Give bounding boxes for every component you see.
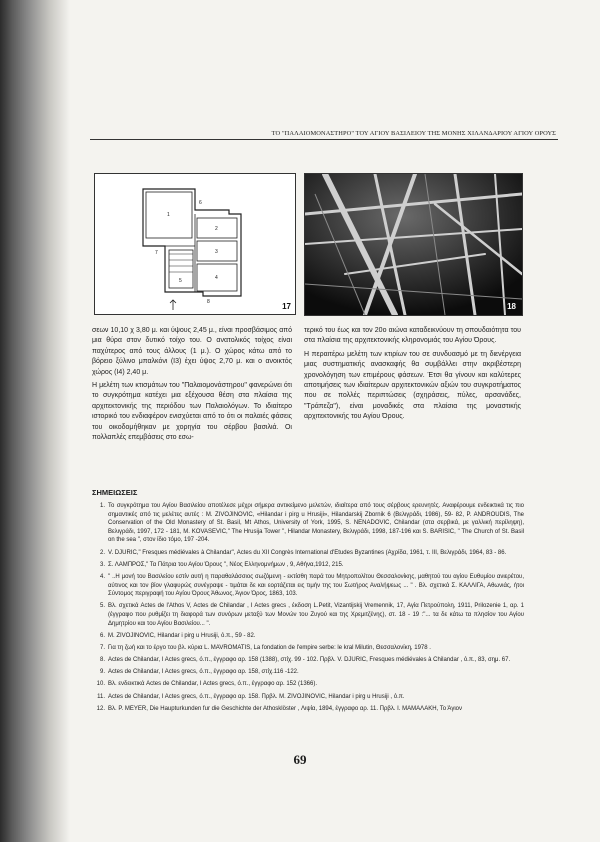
footnote-text: Actes de Chilandar, I Actes grecs, ό.π., έγγραφο αρ. 158 (1388), στίχ. 99 - 102. Πρβλ. V. DJURIC, Fresques médiévales à Chilandar , ό.π., 83, σημ. 67. (108, 657, 511, 664)
plan-label-1: 1 (167, 212, 170, 218)
footnote (92, 549, 524, 558)
footnote-number: 4. (99, 573, 105, 580)
footnote-number: 3. (99, 561, 105, 568)
footnote (92, 502, 524, 545)
footnote-text: V. DJURIC," Fresques médiévales à Chilandar", Actes du XII Congrès International d'Etudes Byzantines (Αχρίδα, 1961, τ. III, Βελιγράδι, 1964, 83 - 86. (108, 549, 507, 556)
footnote-text: Το συγκρότημα του Αγίου Βασιλείου αποτέλεσε μέχρι σήμερα αντικείμενο μελετών, ιδιαίτερα από τους σέρβους ερευνητές. Αναφέρουμε ενδεικτικά τις πιο σημαντικές από τις μελέτες αυτές : M. ZIVOJINOVIC, «Hilandar i pirg u Hrusiji», Hilandarskij Zbornik 6 (Βελιγράδι, 1986), 59- 82, P. ANDROUDIS, The Conservation of the Old Monastery of St. Basil, Mt Athos, University of York, 1995, S. NENADOVIC, Chilandar (στα σερβικά, με γαλλική περίληψη), Βελιγράδι, 1997, 172 - 181, M. KOVASEVIC," The Hrusija Tower ", Hilandar Monastery, Βελιγράδι, 1998, 187-196 και S. BARISIC, " The Church of St. Basil on the sea ", στον ίδιο τόμο, 197 -204. (108, 503, 524, 544)
body-column-left (92, 326, 292, 443)
plan-stairs (169, 254, 193, 272)
footnote (92, 705, 524, 714)
footnote-number: 5. (99, 603, 105, 610)
footnote-text: " ..Η μονή του Βασιλείου εστίν αυτή η παραθαλάσσιος σωζόμενη - εκτίσθη παρά του Μητροπολίτου Θεσσαλονίκης, μαθητού του αγίου Ευθυμίου ανιερέτου, αύτινος και τον βίον γλαφυρώς συνέγραψε - τιμάται δε και εορτάζεται εις τιμήν της του Σωτήρος Αναλήψεως ... " . Βλ. σχετικά Σ. ΚΑΛΛΙΓΑ, Αθωνιάς, ήτοι Σύντομος περιγραφή του Αγίου Όρους Άθωνος, Άγιον Όρος, 1863, 103. (108, 573, 524, 598)
footnote-number: 11. (97, 693, 105, 700)
footnote-number: 6. (99, 632, 105, 639)
footnote-number: 7. (99, 644, 105, 651)
footnote-number: 1. (99, 503, 105, 509)
footnote (92, 680, 524, 689)
footnote-text: M. ZIVOJINOVIC, Hilandar i pirg u Hrusiji, ό.π., 59 - 82. (108, 632, 256, 639)
footnote (92, 644, 524, 653)
footnote-text: Βλ. P. MEYER, Die Haupturkunden fur die Geschichte der Athosklöster , Λιψία, 1894, έγγραφο αρ. 11. Πρβλ. I. ΜΑΜΑΛΑΚΗ, Το Άγιον (108, 705, 462, 712)
plan-label-6: 6 (199, 200, 202, 206)
north-arrow-icon (170, 300, 176, 310)
footnote-number: 10. (96, 681, 105, 688)
body-paragraph: τερικό του έως και τον 20ο αιώνα καταδεικνύουν τη σπουδαιότητα του στα πλαίσια της αρχιτεκτονικής κληρονομιάς του Αγίου Όρους. (304, 327, 521, 345)
footnote-number: 8. (99, 657, 105, 664)
footnote-number: 12. (96, 705, 105, 712)
page-number: 69 (293, 752, 307, 767)
footnote-text: Βλ. σχετικά Actes de l'Athos V, Actes de Chilandar , I Actes grecs , έκδοση L.Petit, Vizantijskij Vremennik, 17, Αγία Πετρούπολη, 1911, Prilozenie 1, αρ. 1 (έγγραφο που ρυθμίζει τη διαφορά των συνόρων μεταξύ των Μονών του Ζυγού και της Χρεμιτζένης), στ. 18 - 19 :"... τα δε κάτω τα πλησίον του Αγίου Δημητρίου και του Αγίου Βασιλείου... ". (108, 603, 524, 627)
figure-17-number: 17 (282, 302, 291, 311)
plan-label-5: 5 (179, 278, 182, 284)
figure-18-number: 18 (507, 302, 516, 311)
footnote (92, 602, 524, 628)
footnote (92, 573, 524, 599)
footnote (92, 693, 524, 702)
footnote-text: Σ. ΛΑΜΠΡΟΣ," Τα Πάτρια του Αγίου Όρους ", Νέος Ελληνομνήμων , 9, Αθήνα,1912, 215. (108, 561, 344, 568)
body-paragraph: σεων 10,10 χ 3,80 μ. και ύψους 2,45 μ., είναι προσβάσιμος από μια θύρα στον δυτικό τοίχο του. Ο ανατολικός τοίχος είναι παχύτερος από τους άλλους (1 μ.). Ο χώρος κάτω από το βόρειο ξύλινο μπαλκόνι (I3) έχει ύψος 2,70 μ. και ο ανοικτός χώρος (I4) 2,40 μ. (92, 327, 292, 376)
footnote (92, 668, 524, 677)
footnote-text: Για τη ζωή και το έργο του βλ. κύρια L. MAVROMATIS, La fondation de l'empire serbe: le kral Milutin, Θεσσαλονίκη, 1978 . (108, 644, 431, 651)
plan-label-7: 7 (155, 250, 158, 256)
body-column-right (304, 326, 521, 423)
notes-list (92, 502, 524, 717)
body-paragraph: Η μελέτη των κτισμάτων του "Παλαιομονάστηρου" φανερώνει ότι το συγκρότημα κατέχει μια εξέχουσα θέση στα πλαίσια της αρχιτεκτονικής της περιόδου των Παλαιολόγων. Το ιδιαίτερο ιστορικό του ενδιαφέρον ενισχύεται από το ότι οι παλαιές φάσεις του οικοδομήθηκαν με χορηγία του σέρβου βασιλιά. Οι πολλαπλές επεμβάσεις στο εσω- (92, 382, 292, 442)
footnote-number: 9. (99, 669, 105, 676)
figure-17-floor-plan (94, 173, 296, 315)
plan-label-8: 8 (207, 299, 210, 305)
timber-roof-photo (305, 174, 522, 315)
footnote-number: 2. (99, 549, 105, 556)
footnote-text: Actes de Chilandar, I Actes grecs, ό.π., έγγραφο αρ. 158, στίχ.116 -122. (108, 669, 299, 676)
header-rule (90, 139, 558, 140)
running-header: ΤΟ "ΠΑΛΑΙΟΜΟΝΑΣΤΗΡΟ" ΤΟΥ ΑΓΙΟΥ ΒΑΣΙΛΕΙΟΥ ΤΗΣ ΜΟΝΗΣ ΧΙΛΑΝΔΑΡΙΟΥ ΑΓΙΟΥ ΟΡΟΥΣ (271, 130, 556, 137)
plan-label-3: 3 (215, 249, 218, 255)
figure-18-photo (304, 173, 523, 316)
notes-heading: ΣΗΜΕΙΩΣΕΙΣ (92, 488, 138, 497)
body-paragraph: Η περαιτέρω μελέτη των κτιρίων του σε συνδυασμό με τη διενέργεια μιας συστηματικής ανασκαφής θα συμβάλλει στην ακριβέστερη χρονολόγηση των επιμέρους φάσεων. Έτσι θα γίνουν και καλύτερες αποτιμήσεις των ιδιαίτερων αρχιτεκτονικών αξιών του συγκροτήματος που σε πολλές περιπτώσεις (σχηράσεις, πύλες, αρσανάδες, "Τράπεζα"), είναι μοναδικές στα πλαίσια της μοναστικής αρχιτεκτονικής του Αγίου Όρους. (304, 350, 521, 421)
binding-shadow (0, 0, 70, 842)
plan-label-2: 2 (215, 226, 218, 232)
footnote (92, 561, 524, 570)
footnote (92, 632, 524, 641)
footnote-text: Βλ. ενδεικτικά Actes de Chilandar, I Actes grecs, ό.π., έγγραφο αρ. 152 (1366). (108, 681, 318, 688)
floor-plan-drawing (95, 174, 295, 314)
plan-label-4: 4 (215, 275, 218, 281)
footnote-text: Actes de Chilandar, I Actes grecs, ό.π., έγγραφο αρ. 158. Πρβλ. M. ZIVOJINOVIC, Hilandar i pirg u Hrusiji , ό.π. (108, 693, 405, 700)
footnote (92, 656, 524, 665)
